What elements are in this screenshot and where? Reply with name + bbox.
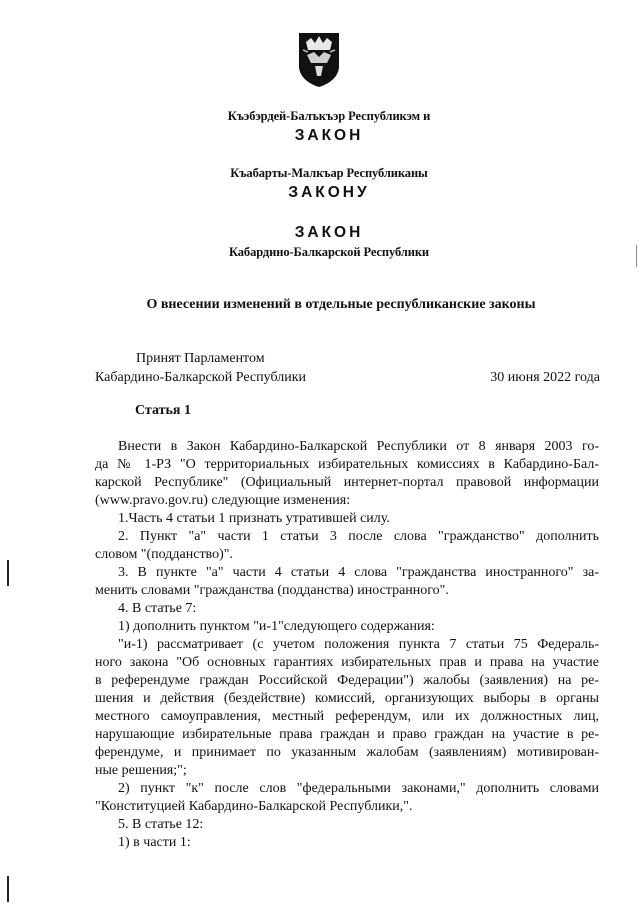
body-line: шения и действия (бездействие) комиссий, организующих выборы в органы xyxy=(95,691,599,706)
body-line: нарушающие избирательные права граждан и право граждан на участие в ре- xyxy=(95,727,599,742)
scan-edge-mark xyxy=(7,560,9,586)
body-line: (www.pravo.gov.ru) следующие изменения: xyxy=(95,493,351,508)
body-line: 5. В статье 12: xyxy=(118,817,204,832)
body-line: словом "(подданство)". xyxy=(95,547,233,562)
body-line: 2. Пункт "а" части 1 статьи 3 после слова "гражданство" дополнить xyxy=(118,529,599,544)
body-line: карской Республике" (Официальный интернет-портал правовой информации xyxy=(95,475,599,490)
body-line: менить словами "гражданства (подданства) иностранного". xyxy=(95,583,449,598)
header-russian-republic: Кабардино-Балкарской Республики xyxy=(228,245,430,259)
scan-edge-mark xyxy=(7,876,9,902)
law-title: О внесении изменений в отдельные республиканские законы xyxy=(146,297,536,312)
body-line: да № 1-РЗ "О территориальных избирательных комиссиях в Кабардино-Бал- xyxy=(95,457,599,472)
body-line: "Конституцией Кабардино-Балкарской Республики,". xyxy=(95,799,413,814)
scan-edge-mark xyxy=(636,245,637,267)
body-line: Внести в Закон Кабардино-Балкарской Республики от 8 января 2003 го- xyxy=(118,439,599,454)
header-karachay-law: ЗАКОНУ xyxy=(288,184,370,201)
header-kabardian-republic: Къэбэрдей-Балъкъэр Республикэм и xyxy=(227,109,431,123)
body-line: 1) дополнить пунктом "и-1"следующего содержания: xyxy=(118,619,435,634)
body-line: 1.Часть 4 статьи 1 признать утратившей силу. xyxy=(118,511,390,526)
article-heading: Статья 1 xyxy=(135,403,191,418)
body-line: 2) пункт "к" после слов "федеральными законами," дополнить словами xyxy=(118,781,599,796)
header-russian-law: ЗАКОН xyxy=(294,224,364,241)
body-line: ные решения;"; xyxy=(95,763,187,778)
coat-of-arms-emblem xyxy=(296,30,342,88)
adopted-by-line2: Кабардино-Балкарской Республики xyxy=(95,370,306,385)
body-line: в референдуме граждан Российской Федерации") жалобы (заявления) на ре- xyxy=(95,673,599,688)
header-kabardian-law: ЗАКОН xyxy=(294,127,364,144)
body-line: 4. В статье 7: xyxy=(118,601,197,616)
body-line: ного закона "Об основных гарантиях избирательных прав и права на участие xyxy=(95,655,599,670)
body-line: "и-1) рассматривает (с учетом положения пункта 7 статьи 75 Федераль- xyxy=(118,637,599,652)
header-karachay-republic: Къабарты-Малкъар Республиканы xyxy=(230,166,428,180)
body-line: ферендуме, и принимает по указанным жалобам (заявлениям) мотивирован- xyxy=(95,745,599,760)
adopted-by-line1: Принят Парламентом xyxy=(136,351,265,366)
body-line: местного самоуправления, местный референдум, или их должностных лиц, xyxy=(95,709,599,724)
body-line: 1) в части 1: xyxy=(118,835,191,850)
adoption-date: 30 июня 2022 года xyxy=(490,370,600,385)
body-line: 3. В пункте "а" части 4 статьи 4 слова "гражданства иностранного" за- xyxy=(118,565,599,580)
